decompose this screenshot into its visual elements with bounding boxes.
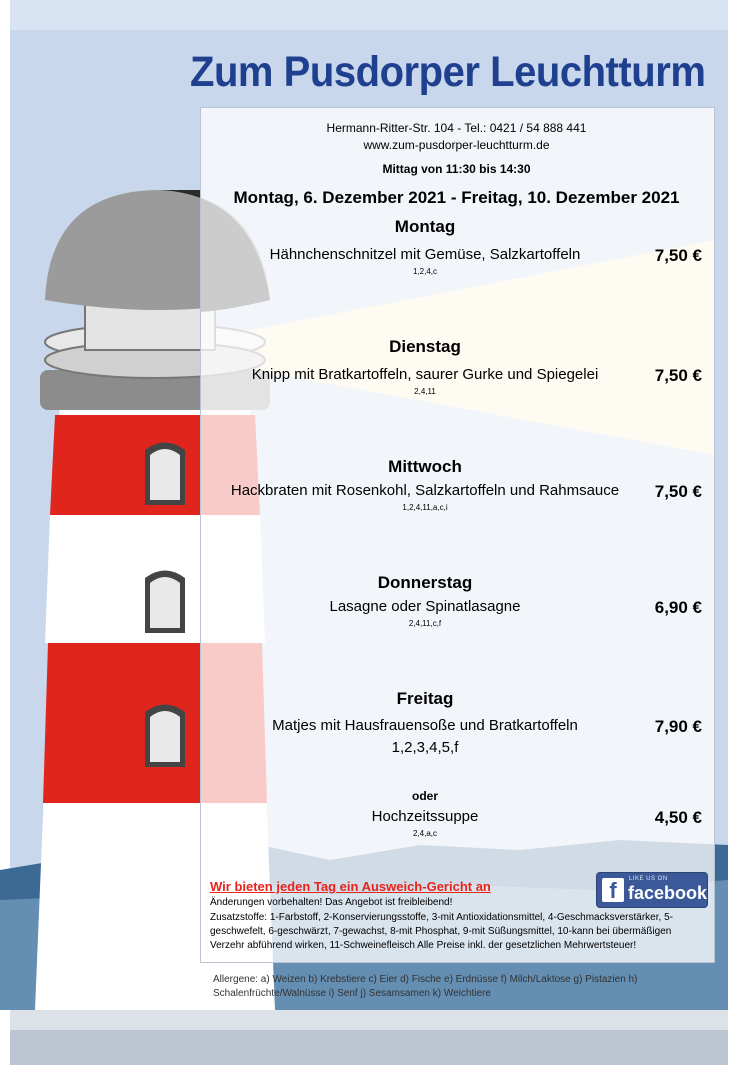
- lunch-hours: Mittag von 11:30 bis 14:30: [382, 162, 531, 176]
- codes-dienstag: 2,4,11: [414, 387, 436, 396]
- facebook-like-label: LIKE US ON: [629, 876, 668, 882]
- codes-donnerstag: 2,4,11,c,f: [408, 619, 442, 628]
- dish-alternative: Hochzeitssuppe: [371, 808, 479, 825]
- restaurant-title: Zum Pusdorper Leuchtturm: [190, 48, 706, 96]
- codes-alternative: 2,4,a,c: [412, 829, 437, 838]
- changes-note: Änderungen vorbehalten! Das Angebot ist freibleibend!: [210, 897, 453, 908]
- week-date-range: Montag, 6. Dezember 2021 - Freitag, 10. Dezember 2021: [233, 188, 680, 207]
- website-link[interactable]: www.zum-pusdorper-leuchtturm.de: [363, 138, 550, 152]
- alternative-separator: oder: [411, 789, 438, 803]
- price-freitag: 7,90 €: [654, 717, 702, 736]
- day-heading-dienstag: Dienstag: [389, 337, 461, 356]
- day-heading-donnerstag: Donnerstag: [377, 573, 473, 592]
- price-mittwoch: 7,50 €: [654, 482, 702, 501]
- price-donnerstag: 6,90 €: [654, 598, 702, 617]
- address-line: Hermann-Ritter-Str. 104 - Tel.: 0421 / 54 888 441: [326, 121, 587, 135]
- codes-freitag: 1,2,3,4,5,f: [391, 739, 459, 756]
- day-heading-freitag: Freitag: [396, 689, 454, 708]
- facebook-wordmark: facebook: [628, 883, 708, 903]
- dish-dienstag: Knipp mit Bratkartoffeln, saurer Gurke und Spiegelei: [251, 366, 599, 383]
- facebook-like-button[interactable]: [596, 872, 708, 908]
- dish-freitag: Matjes mit Hausfrauensoße und Bratkartoffeln: [272, 717, 578, 734]
- additives-legend: Zusatzstoffe: 1-Farbstoff, 2-Konservierungsstoffe, 3-mit Antioxidationsmittel, 4-Geschmacksverstärker, 5-geschwefelt, 6-geschwärzt, 7-gewachst, 8-mit Phosphat, 9-mit Süßungsmittel, 10-kann bei übermäßigen Verzehr abführend wirken, 11-Schweinefleisch Alle Preise inkl. der gesetzlichen Mehrwertsteuer!: [210, 912, 673, 951]
- codes-mittwoch: 1,2,4,11,a,c,i: [402, 503, 448, 512]
- price-dienstag: 7,50 €: [654, 366, 702, 385]
- facebook-f-icon: f: [602, 878, 624, 902]
- day-heading-montag: Montag: [394, 217, 456, 236]
- dish-mittwoch: Hackbraten mit Rosenkohl, Salzkartoffeln und Rahmsauce: [230, 482, 620, 499]
- daily-alternative-notice: Wir bieten jeden Tag ein Ausweich-Gericht an: [210, 879, 491, 894]
- dish-donnerstag: Lasagne oder Spinatlasagne: [329, 598, 521, 615]
- dish-montag: Hähnchenschnitzel mit Gemüse, Salzkartoffeln: [269, 246, 581, 263]
- day-heading-mittwoch: Mittwoch: [388, 457, 462, 476]
- price-montag: 7,50 €: [654, 246, 702, 265]
- allergens-legend: Allergene: a) Weizen b) Krebstiere c) Eier d) Fische e) Erdnüsse f) Milch/Laktose g) Pistazien h) Schalenfrüchte/Walnüsse i) Senf j) Sesamsamen k) Weichtiere: [213, 974, 638, 999]
- codes-montag: 1,2,4,c: [412, 267, 437, 276]
- price-alternative: 4,50 €: [654, 808, 702, 827]
